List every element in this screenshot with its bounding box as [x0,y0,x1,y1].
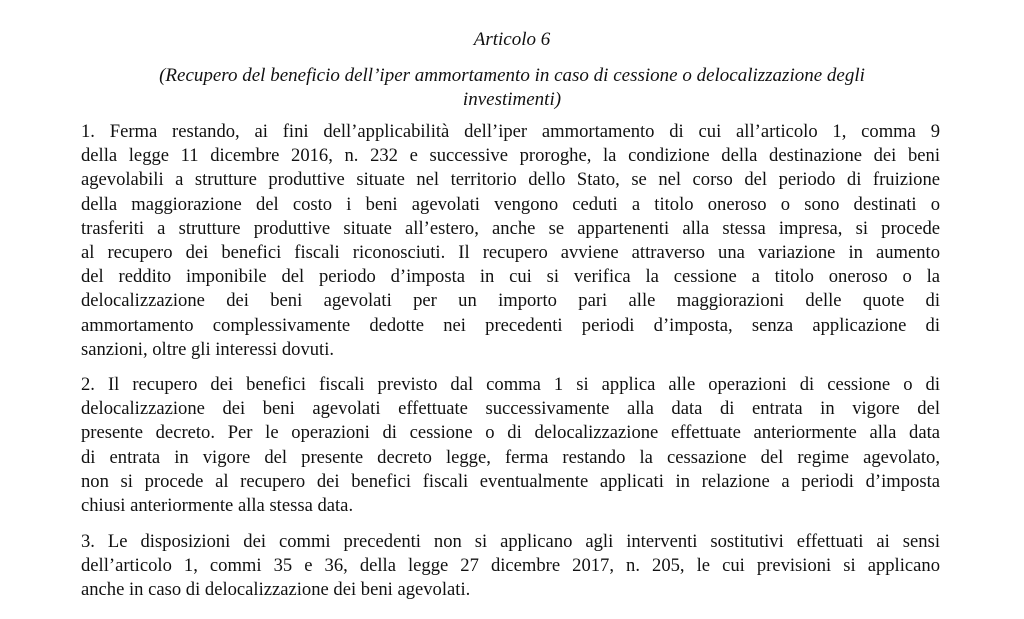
paragraph-line: ammortamento complessivamente dedotte nei precedenti periodi d’imposta, senza applicazione di [81,314,940,336]
article-subtitle-line-1: (Recupero del beneficio dell’iper ammortamento in caso di cessione o delocalizzazione degli [159,65,865,86]
paragraph-line: sanzioni, oltre gli interessi dovuti. [81,338,335,360]
paragraph-line: al recupero dei benefici fiscali riconosciuti. Il recupero avviene attraverso una variazione in aumento [81,241,940,263]
paragraph-line: 1. Ferma restando, ai fini dell’applicabilità dell’iper ammortamento di cui all’articolo 1, comma 9 [81,121,940,142]
paragraph-line: trasferiti a strutture produttive situate all’estero, anche se appartenenti alla stessa impresa, si procede [81,217,940,239]
paragraph-line: 3. Le disposizioni dei commi precedenti non si applicano agli interventi sostitutivi effettuati ai sensi [81,531,940,552]
paragraph-line: della maggiorazione del costo i beni agevolati vengono ceduti a titolo oneroso o sono destinati o [81,193,940,215]
paragraph-line: 2. Il recupero dei benefici fiscali previsto dal comma 1 si applica alle operazioni di cessione o di [81,374,940,395]
paragraph-2 [81,373,940,518]
paragraph-line: delocalizzazione dei beni agevolati per un importo pari alle maggiorazioni delle quote di [81,290,940,312]
paragraph-line: della legge 11 dicembre 2016, n. 232 e successive proroghe, la condizione della destinazione dei beni [81,145,940,167]
article-subtitle-line-2: investimenti) [462,89,562,110]
paragraph-line: dell’articolo 1, commi 35 e 36, della legge 27 dicembre 2017, n. 205, le cui previsioni si applicano [81,555,940,577]
paragraph-line: delocalizzazione dei beni agevolati effettuate successivamente alla data di entrata in vigore del [81,398,940,420]
paragraph-line: agevolabili a strutture produttive situate nel territorio dello Stato, se nel corso del periodo di fruizione [81,169,940,191]
paragraph-line: presente decreto. Per le operazioni di cessione o di delocalizzazione effettuate anteriormente alla data [81,422,940,444]
paragraph-line: chiusi anteriormente alla stessa data. [81,494,354,516]
paragraph-line: non si procede al recupero dei benefici fiscali eventualmente applicati in relazione a periodi d’imposta [81,470,940,492]
paragraph-line: di entrata in vigore del presente decreto legge, ferma restando la cessazione del regime agevolato, [81,446,940,468]
article-heading: Articolo 6 [473,29,551,50]
paragraph-1 [81,120,940,362]
paragraph-line: del reddito imponibile del periodo d’imposta in cui si verifica la cessione a titolo oneroso o la [81,266,940,288]
paragraph-line: anche in caso di delocalizzazione dei beni agevolati. [81,579,471,601]
paragraph-3 [81,530,940,603]
